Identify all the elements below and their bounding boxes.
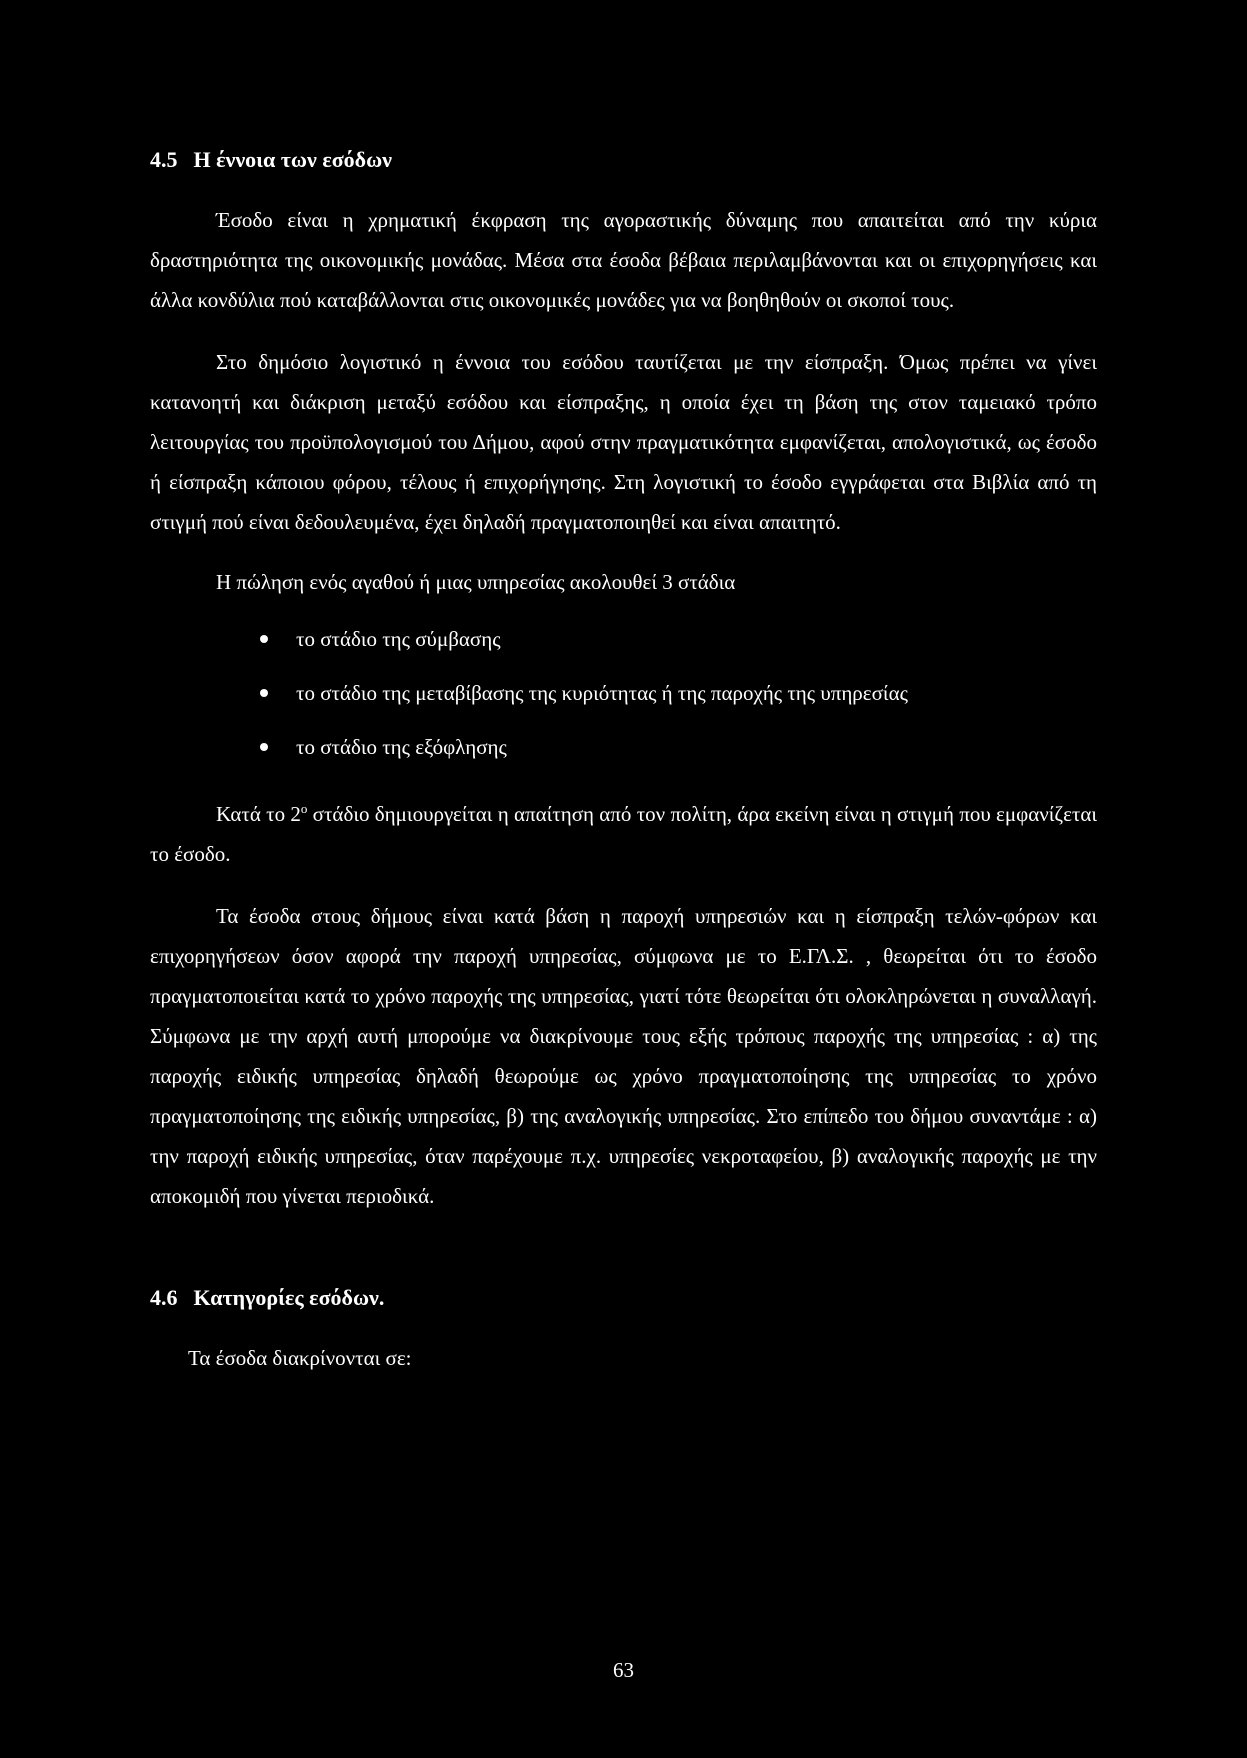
paragraph-second-stage-start: Κατά το 2 bbox=[216, 802, 301, 826]
section-title: Κατηγορίες εσόδων. bbox=[193, 1285, 385, 1310]
bullet-icon bbox=[260, 689, 268, 697]
stage-label: το στάδιο της σύμβασης bbox=[296, 627, 501, 651]
section-title: Η έννοια των εσόδων bbox=[193, 147, 393, 172]
stage-label: το στάδιο της εξόφλησης bbox=[296, 735, 507, 759]
paragraph-sale-stages-intro: Η πώληση ενός αγαθού ή μιας υπηρεσίας ακολουθεί 3 στάδια bbox=[216, 570, 736, 594]
stages-list bbox=[150, 612, 1097, 774]
section-heading-4-6 bbox=[150, 1278, 1097, 1318]
document-page bbox=[150, 140, 1097, 1378]
stage-label: το στάδιο της μεταβίβασης της κυριότητας ή της παροχής της υπηρεσίας bbox=[296, 681, 908, 705]
section-number: 4.6 bbox=[150, 1285, 178, 1310]
paragraph-second-stage-rest: στάδιο δημιουργείται η απαίτηση από τον πολίτη, άρα εκείνη είναι η στιγμή που εμφανίζεται το έσοδο. bbox=[150, 802, 1097, 866]
list-item bbox=[150, 612, 1097, 666]
list-item bbox=[150, 720, 1097, 774]
page-number: 63 bbox=[613, 1658, 634, 1682]
paragraph-public-accounting: Στο δημόσιο λογιστικό η έννοια του εσόδου ταυτίζεται με την είσπραξη. Όμως πρέπει να γίνει κατανοητή και διάκριση μεταξύ εσόδου και είσπραξης, η οποία έχει τη βάση της στον ταμειακό τρόπο λειτουργίας του προϋπολογισμού του Δήμου, αφού στην πραγματικότητα εμφανίζεται, απολογιστικά, ως έσοδο ή είσπραξη κάποιου φόρου, τέλους ή επιχορήγησης. Στη λογιστική το έσοδο εγγράφεται στα Βιβλία από τη στιγμή πού είναι δεδουλευμένα, έχει δηλαδή πραγματοποιηθεί και είναι απαιτητό. bbox=[150, 350, 1097, 534]
paragraph-second-stage bbox=[150, 794, 1097, 874]
bullet-icon bbox=[260, 743, 268, 751]
section-heading-4-5 bbox=[150, 140, 1097, 180]
paragraph-income-categories-intro: Τα έσοδα διακρίνονται σε: bbox=[188, 1346, 412, 1370]
ordinal-superscript: ο bbox=[300, 801, 308, 816]
paragraph-income-definition: Έσοδο είναι η χρηματική έκφραση της αγοραστικής δύναμης που απαιτείται από την κύρια δραστηριότητα της οικονομικής μονάδας. Μέσα στα έσοδα βέβαια περιλαμβάνονται και οι επιχορηγήσεις και άλλα κονδύλια πού καταβάλλονται στις οικονομικές μονάδες για να βοηθηθούν οι σκοποί τους. bbox=[150, 208, 1097, 312]
list-item bbox=[150, 666, 1097, 720]
paragraph-municipal-income: Τα έσοδα στους δήμους είναι κατά βάση η παροχή υπηρεσιών και η είσπραξη τελών-φόρων και επιχορηγήσεων όσον αφορά την παροχή υπηρεσίας, σύμφωνα με το Ε.ΓΛ.Σ. , θεωρείται ότι το έσοδο πραγματοποιείται κατά το χρόνο παροχής της υπηρεσίας, γιατί τότε θεωρείται ότι ολοκληρώνεται η συναλλαγή. Σύμφωνα με την αρχή αυτή μπορούμε να διακρίνουμε τους εξής τρόπους παροχής της υπηρεσίας : α) της παροχής ειδικής υπηρεσίας δηλαδή θεωρούμε ως χρόνο πραγματοποίησης της υπηρεσίας το χρόνο πραγματοποίησης της ειδικής υπηρεσίας, β) της αναλογικής υπηρεσίας. Στο επίπεδο του δήμου συναντάμε : α) την παροχή ειδικής υπηρεσίας, όταν παρέχουμε π.χ. υπηρεσίες νεκροταφείου, β) αναλογικής παροχής με την αποκομιδή που γίνεται περιοδικά. bbox=[150, 904, 1097, 1208]
section-number: 4.5 bbox=[150, 147, 178, 172]
bullet-icon bbox=[260, 635, 268, 643]
